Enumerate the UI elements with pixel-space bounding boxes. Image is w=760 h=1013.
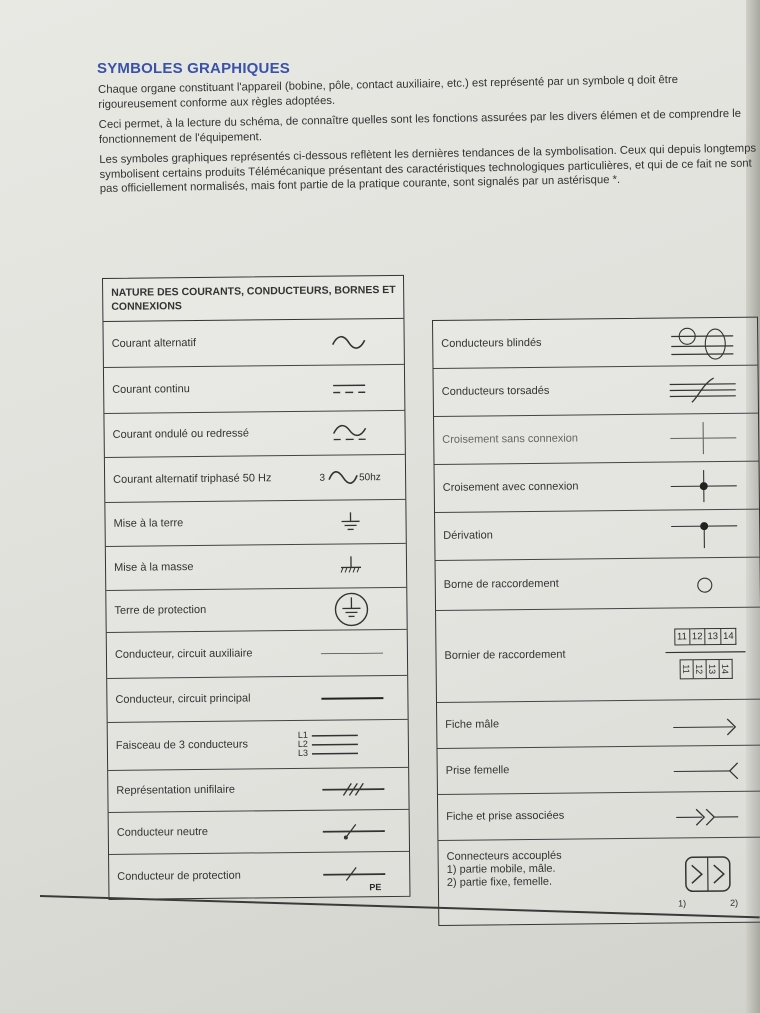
row-label: Borne de raccordement bbox=[443, 577, 559, 591]
thin-line-icon bbox=[297, 630, 407, 676]
bundle-label: L1 bbox=[297, 729, 308, 740]
frequency-suffix: 50hz bbox=[358, 471, 381, 483]
row-label: Conducteurs blindés bbox=[441, 336, 542, 350]
thick-line-icon bbox=[297, 676, 407, 720]
intro-paragraph-2: Ceci permet, à la lecture du schéma, de connaître quelles sont les fonctions assurées par les divers élémen et de comprendre le fonctionnement de l'équipement. bbox=[98, 107, 742, 146]
table-row bbox=[106, 588, 406, 633]
row-sublabel: 1) partie mobile, mâle. bbox=[446, 862, 556, 876]
symbols-table-left bbox=[102, 275, 410, 900]
table-row bbox=[104, 411, 404, 458]
row-label: Mise à la terre bbox=[113, 517, 184, 530]
crossing-no-connection-icon bbox=[648, 414, 758, 462]
three-phase-prefix: 3 bbox=[319, 472, 326, 484]
bundle-label: L2 bbox=[297, 738, 308, 749]
terminal-block-icon bbox=[650, 608, 760, 700]
direct-current-icon bbox=[294, 365, 404, 411]
row-label: Courant continu bbox=[112, 383, 190, 396]
protective-conductor-label: PE bbox=[369, 882, 382, 893]
chassis-ground-icon bbox=[296, 544, 406, 588]
page-title: SYMBOLES GRAPHIQUES bbox=[97, 60, 290, 77]
protective-earth-icon bbox=[296, 588, 406, 630]
intro-text bbox=[98, 71, 760, 202]
protective-conductor-icon bbox=[299, 852, 409, 897]
table-row bbox=[109, 852, 409, 899]
table-row bbox=[105, 455, 405, 503]
neutral-conductor-icon bbox=[299, 810, 409, 852]
crossing-with-connection-icon bbox=[649, 462, 759, 510]
single-line-representation-icon bbox=[298, 768, 408, 810]
intro-paragraph-3: Les symboles graphiques représentés ci-dessous reflètent les dernières tendances de la symbolisation. Ceux qui depuis longtemps symbolisent certains produits Télémécanique présentant des caractéristiques technologiques particulières, et qui de ce fait ne sont pas officiellement normalisés, mais font partie de la pratique courante, sont signalés par un astérisque *. bbox=[99, 142, 757, 195]
table-row bbox=[105, 500, 405, 547]
row-label: Fiche et prise associées bbox=[446, 809, 565, 823]
table-row bbox=[108, 768, 408, 813]
row-label: Conducteurs torsadés bbox=[441, 384, 550, 398]
row-label: Représentation unifilaire bbox=[116, 783, 236, 797]
symbols-table-right bbox=[432, 317, 760, 926]
table-row bbox=[104, 365, 404, 414]
row-label: Dérivation bbox=[443, 529, 493, 542]
table-row bbox=[436, 558, 760, 611]
table-row bbox=[433, 318, 757, 369]
table-row bbox=[434, 366, 758, 417]
connector-part-label: 2) bbox=[730, 897, 739, 908]
earth-ground-icon bbox=[295, 500, 405, 544]
table-row bbox=[107, 676, 407, 723]
row-label: Connecteurs accouplés bbox=[446, 849, 562, 863]
row-label: Bornier de raccordement bbox=[444, 648, 566, 662]
female-socket-icon bbox=[651, 746, 760, 792]
row-label: Courant alternatif bbox=[111, 337, 197, 350]
plug-and-socket-icon bbox=[652, 792, 760, 838]
row-label: Conducteur de protection bbox=[117, 869, 241, 883]
bundle-label: L3 bbox=[297, 747, 309, 758]
male-plug-icon bbox=[651, 700, 760, 746]
row-label: Courant alternatif triphasé 50 Hz bbox=[113, 471, 272, 486]
intro-paragraph-1: Chaque organe constituant l'appareil (bobine, pôle, contact auxiliaire, etc.) est représenté par un symbole q doit être rigoureusement conforme aux règles adoptées. bbox=[98, 73, 679, 111]
coupled-connectors-icon bbox=[653, 848, 760, 909]
row-label: Croisement avec connexion bbox=[442, 480, 579, 494]
row-label: Croisement sans connexion bbox=[442, 432, 579, 446]
terminal-number: 12 bbox=[690, 628, 706, 645]
table-row bbox=[436, 608, 760, 703]
alternating-current-icon bbox=[293, 319, 403, 365]
row-label: Conducteur, circuit principal bbox=[115, 692, 251, 706]
table-row bbox=[437, 700, 760, 749]
terminal-number: 14 bbox=[721, 628, 737, 645]
row-label: Mise à la masse bbox=[113, 561, 194, 574]
table-row bbox=[103, 319, 403, 368]
terminal-number: 13 bbox=[705, 628, 721, 645]
row-label: Terre de protection bbox=[114, 603, 207, 617]
table-row bbox=[435, 462, 759, 513]
table-row bbox=[438, 792, 760, 841]
row-label: Fiche mâle bbox=[445, 718, 500, 731]
branch-junction-icon bbox=[649, 510, 759, 558]
twisted-conductors-icon bbox=[648, 366, 758, 414]
table-row bbox=[106, 544, 406, 591]
connector-part-label: 1) bbox=[678, 898, 687, 909]
table-row bbox=[435, 510, 759, 561]
terminal-number: 11 bbox=[674, 628, 690, 645]
row-label: Conducteur, circuit auxiliaire bbox=[114, 647, 253, 661]
terminal-number: 11 bbox=[679, 659, 693, 679]
terminal-number: 12 bbox=[693, 659, 706, 679]
table-row bbox=[109, 810, 409, 855]
table-row bbox=[107, 630, 407, 679]
terminal-circle-icon bbox=[650, 558, 760, 608]
row-label: Prise femelle bbox=[445, 764, 510, 777]
table-row bbox=[437, 746, 760, 795]
row-label: Faisceau de 3 conducteurs bbox=[115, 738, 249, 752]
three-phase-ac-icon bbox=[295, 455, 405, 500]
table-row bbox=[108, 720, 408, 771]
three-conductor-bundle-icon bbox=[298, 720, 408, 768]
row-sublabel: 2) partie fixe, femelle. bbox=[446, 875, 553, 889]
table-header: NATURE DES COURANTS, CONDUCTEURS, BORNES ET CONNEXIONS bbox=[103, 276, 403, 322]
table-row bbox=[434, 414, 758, 465]
row-label: Courant ondulé ou redressé bbox=[112, 427, 250, 441]
row-label: Conducteur neutre bbox=[116, 825, 208, 839]
rectified-current-icon bbox=[294, 411, 404, 455]
shielded-conductors-icon bbox=[647, 318, 757, 366]
row-label-multiline bbox=[439, 849, 653, 890]
terminal-number: 14 bbox=[719, 659, 732, 679]
terminal-number: 13 bbox=[706, 659, 719, 679]
